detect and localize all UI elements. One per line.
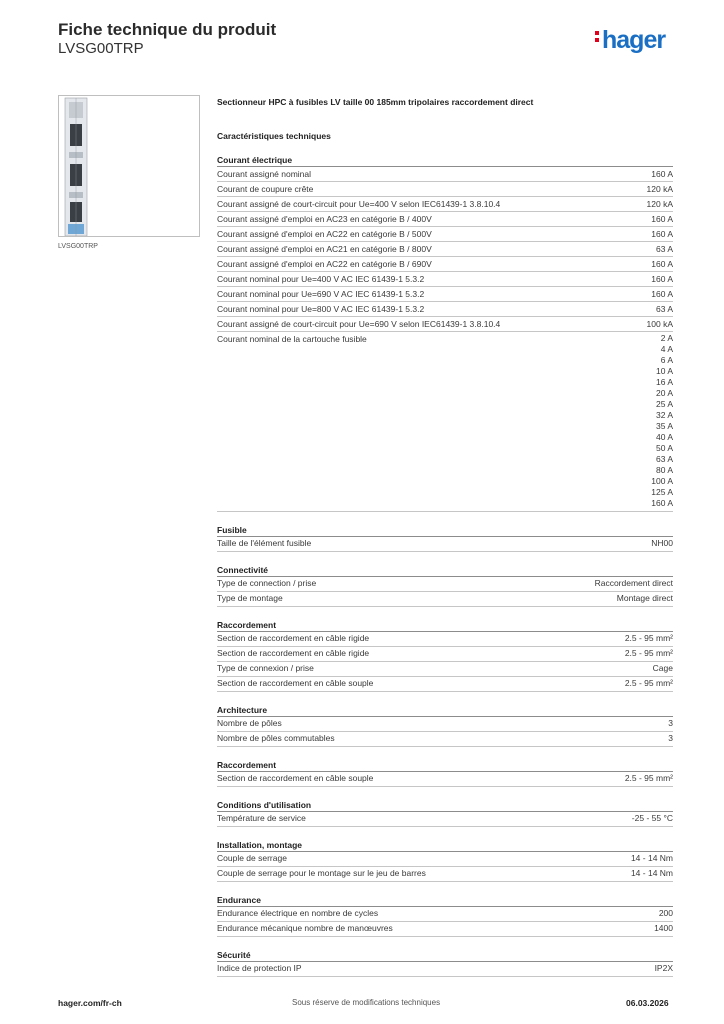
spec-value: [651, 257, 673, 271]
spec-value: [654, 922, 673, 936]
spec-row: [217, 182, 673, 197]
spec-value-item: 63 A: [655, 303, 673, 314]
spec-section: [217, 798, 673, 827]
spec-label: Courant de coupure crête: [217, 183, 314, 194]
spec-label: Courant assigné de court-circuit pour Ue=690 V selon IEC61439-1 3.8.10.4: [217, 318, 501, 329]
spec-row: [217, 227, 673, 242]
footer-date: 06.03.2026: [626, 998, 669, 1008]
spec-row: [217, 287, 673, 302]
product-image: [58, 95, 200, 237]
product-description: Sectionneur HPC à fusibles LV taille 00 185mm tripolaires raccordement direct: [217, 97, 534, 107]
spec-row: [217, 257, 673, 272]
section-title: Installation, montage: [217, 838, 673, 852]
spec-value-item: 2.5 - 95 mm²: [624, 678, 673, 688]
spec-label: Courant assigné nominal: [217, 168, 312, 179]
spec-value-item: 14 - 14 Nm: [630, 868, 673, 878]
spec-label: Courant nominal de la cartouche fusible: [217, 333, 367, 344]
spec-label: Type de connexion / prise: [217, 663, 314, 673]
spec-value: [647, 197, 673, 211]
spec-value: [651, 212, 673, 226]
spec-row: [217, 537, 673, 552]
spec-label: Température de service: [217, 813, 306, 823]
spec-label: Courant nominal pour Ue=400 V AC IEC 61439-1 5.3.2: [217, 273, 425, 284]
spec-section: [217, 758, 673, 787]
spec-value: [631, 867, 673, 881]
spec-row: [217, 302, 673, 317]
spec-label: Nombre de pôles: [217, 718, 282, 728]
spec-section: [217, 523, 673, 552]
spec-label: Courant assigné d'emploi en AC22 en catégorie B / 500V: [217, 228, 432, 239]
section-title: Sécurité: [217, 948, 673, 962]
spec-label: Indice de protection IP: [217, 963, 302, 973]
spec-value-item: NH00: [651, 538, 673, 548]
spec-label: Courant assigné d'emploi en AC21 en catégorie B / 800V: [217, 243, 432, 254]
spec-label: Section de raccordement en câble rigide: [217, 633, 370, 643]
spec-value-item: IP2X: [654, 963, 673, 973]
spec-section: [217, 838, 673, 882]
spec-row: [217, 772, 673, 787]
spec-section: [217, 948, 673, 977]
specs-heading: Caractéristiques techniques: [217, 131, 331, 141]
spec-row: [217, 812, 673, 827]
spec-row: [217, 647, 673, 662]
spec-value: [653, 662, 673, 676]
spec-row: [217, 962, 673, 977]
spec-value-item: 80 A: [655, 464, 673, 475]
spec-value-item: 160 A: [651, 273, 673, 284]
spec-row: [217, 332, 673, 512]
spec-value: [655, 962, 673, 976]
footer-notice: Sous réserve de modifications techniques: [292, 998, 441, 1007]
spec-label: Taille de l'élément fusible: [217, 538, 312, 548]
spec-value-item: 160 A: [651, 168, 673, 179]
spec-row: [217, 272, 673, 287]
spec-label: Courant assigné d'emploi en AC23 en catégorie B / 400V: [217, 213, 432, 224]
spec-row: [217, 677, 673, 692]
document-title: Fiche technique du produit: [58, 20, 277, 39]
spec-value: [647, 182, 673, 196]
spec-value-item: 2 A: [660, 332, 673, 343]
spec-value-item: Montage direct: [616, 593, 673, 603]
spec-value: [656, 302, 673, 316]
spec-section: [217, 153, 673, 512]
spec-value: [668, 732, 673, 746]
spec-label: Section de raccordement en câble souple: [217, 678, 374, 688]
spec-label: Courant assigné d'emploi en AC22 en catégorie B / 690V: [217, 258, 432, 269]
section-title: Fusible: [217, 523, 673, 537]
spec-value-item: 160 A: [651, 213, 673, 224]
logo-text: hager: [602, 26, 666, 54]
spec-value-item: 160 A: [651, 228, 673, 239]
spec-value-item: 20 A: [655, 387, 673, 398]
spec-section: [217, 893, 673, 937]
product-image-icon: [59, 96, 199, 236]
spec-value-item: Cage: [652, 663, 673, 673]
spec-label: Courant nominal pour Ue=800 V AC IEC 61439-1 5.3.2: [217, 303, 425, 314]
spec-value-item: 120 kA: [646, 183, 673, 194]
spec-value-item: Raccordement direct: [594, 578, 673, 588]
section-title: Conditions d'utilisation: [217, 798, 673, 812]
spec-row: [217, 867, 673, 882]
section-title: Connectivité: [217, 563, 673, 577]
spec-row: [217, 577, 673, 592]
spec-value-item: 100 A: [651, 475, 673, 486]
spec-value-item: 35 A: [655, 420, 673, 431]
spec-value-item: 16 A: [655, 376, 673, 387]
spec-value: [625, 632, 673, 646]
spec-label: Nombre de pôles commutables: [217, 733, 335, 743]
product-code: LVSG00TRP: [58, 40, 144, 57]
spec-row: [217, 922, 673, 937]
spec-row: [217, 662, 673, 677]
spec-value-item: 63 A: [655, 243, 673, 254]
spec-value-item: 125 A: [651, 486, 673, 497]
spec-value-item: 160 A: [651, 497, 673, 508]
spec-value: [625, 772, 673, 786]
spec-label: Courant assigné de court-circuit pour Ue=400 V selon IEC61439-1 3.8.10.4: [217, 198, 501, 209]
spec-value: [651, 287, 673, 301]
spec-row: [217, 197, 673, 212]
spec-row: [217, 717, 673, 732]
spec-label: Endurance électrique en nombre de cycles: [217, 908, 379, 918]
spec-row: [217, 592, 673, 607]
image-caption: LVSG00TRP: [58, 243, 98, 250]
spec-value-item: 160 A: [651, 288, 673, 299]
spec-label: Courant nominal pour Ue=690 V AC IEC 61439-1 5.3.2: [217, 288, 425, 299]
spec-value: [651, 537, 673, 551]
spec-value-item: 4 A: [660, 343, 673, 354]
section-title: Raccordement: [217, 758, 673, 772]
spec-value: [651, 167, 673, 181]
spec-value-item: 2.5 - 95 mm²: [624, 633, 673, 643]
spec-value-item: 3: [668, 733, 673, 743]
spec-value: [651, 227, 673, 241]
spec-value-item: 14 - 14 Nm: [630, 853, 673, 863]
spec-label: Couple de serrage: [217, 853, 287, 863]
spec-value-item: 1400: [654, 923, 673, 933]
spec-value: [668, 717, 673, 731]
spec-label: Section de raccordement en câble rigide: [217, 648, 370, 658]
spec-value: [651, 332, 673, 509]
footer-website[interactable]: hager.com/fr-ch: [58, 998, 122, 1008]
spec-section: [217, 703, 673, 747]
spec-value-item: 10 A: [655, 365, 673, 376]
spec-row: [217, 852, 673, 867]
logo-dots-icon: [595, 31, 600, 45]
spec-value-item: 3: [668, 718, 673, 728]
spec-value: [617, 592, 673, 606]
spec-value-item: 2.5 - 95 mm²: [624, 648, 673, 658]
spec-row: [217, 317, 673, 332]
spec-value-item: 200: [658, 908, 673, 918]
spec-section: [217, 563, 673, 607]
section-title: Courant électrique: [217, 153, 673, 167]
spec-row: [217, 212, 673, 227]
spec-row: [217, 242, 673, 257]
spec-value: [659, 907, 673, 921]
spec-row: [217, 907, 673, 922]
spec-value: [625, 677, 673, 691]
spec-value-item: 63 A: [655, 453, 673, 464]
spec-label: Endurance mécanique nombre de manœuvres: [217, 923, 393, 933]
specs-table: [217, 153, 673, 988]
section-title: Architecture: [217, 703, 673, 717]
spec-value: [647, 317, 673, 331]
spec-row: [217, 632, 673, 647]
spec-value: [631, 852, 673, 866]
spec-label: Couple de serrage pour le montage sur le jeu de barres: [217, 868, 426, 878]
section-title: Endurance: [217, 893, 673, 907]
spec-value-item: 6 A: [660, 354, 673, 365]
spec-value-item: 32 A: [655, 409, 673, 420]
spec-label: Section de raccordement en câble souple: [217, 773, 374, 783]
spec-value: [595, 577, 673, 591]
spec-value-item: 2.5 - 95 mm²: [624, 773, 673, 783]
spec-value-item: 120 kA: [646, 198, 673, 209]
hager-logo: [595, 26, 665, 55]
spec-value-item: 40 A: [655, 431, 673, 442]
spec-value: [651, 272, 673, 286]
spec-row: [217, 732, 673, 747]
spec-section: [217, 618, 673, 692]
spec-value-item: 50 A: [655, 442, 673, 453]
spec-value-item: 160 A: [651, 258, 673, 269]
spec-row: [217, 167, 673, 182]
spec-value-item: 25 A: [655, 398, 673, 409]
spec-value-item: 100 kA: [646, 318, 673, 329]
spec-value: [656, 242, 673, 256]
section-title: Raccordement: [217, 618, 673, 632]
spec-label: Type de montage: [217, 593, 283, 603]
spec-label: Type de connection / prise: [217, 578, 317, 588]
spec-value: [625, 647, 673, 661]
spec-value: [632, 812, 673, 826]
spec-value-item: -25 - 55 °C: [631, 813, 673, 823]
